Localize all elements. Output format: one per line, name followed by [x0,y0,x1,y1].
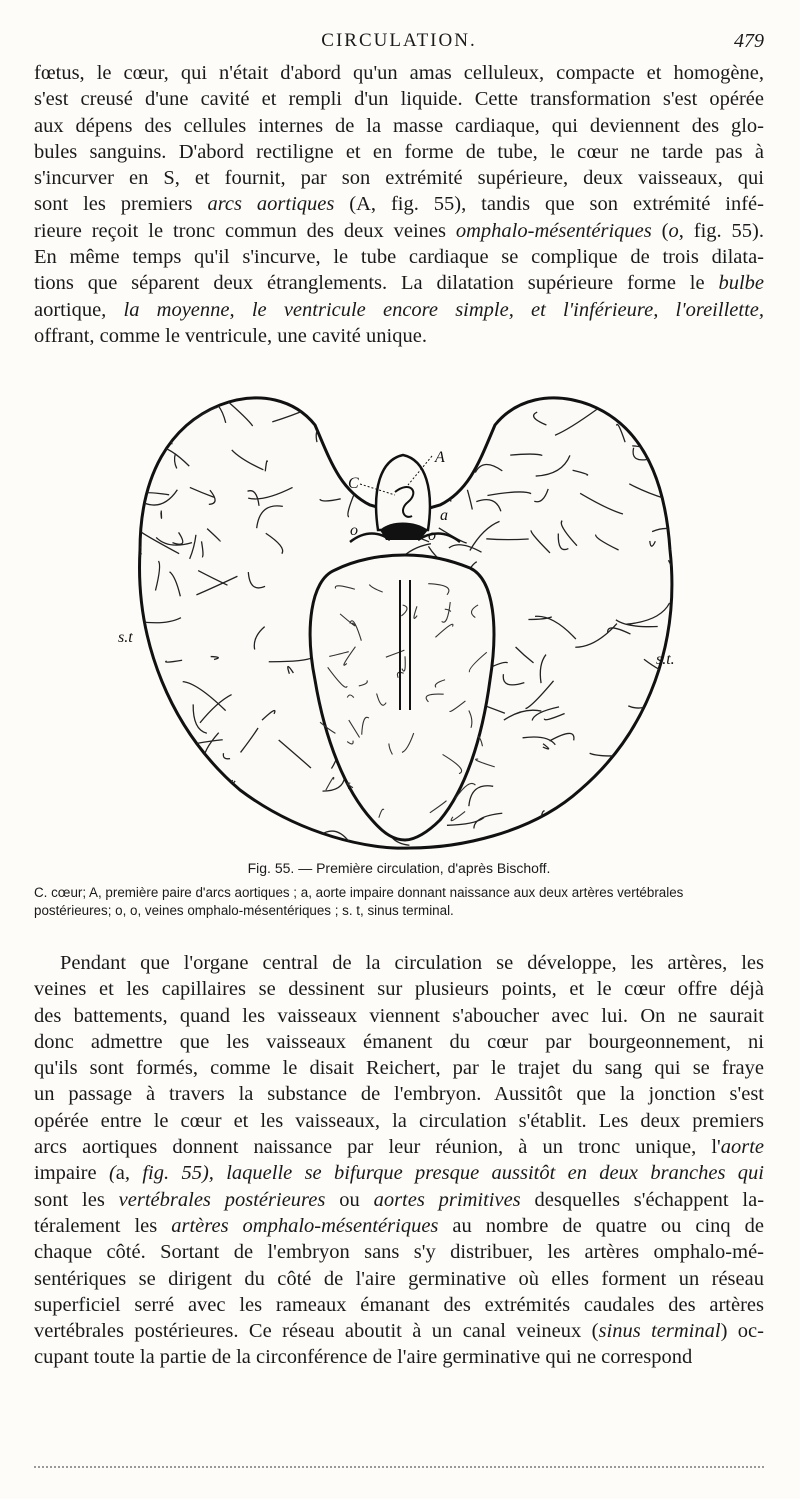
running-header [34,30,764,58]
label-A: A [435,449,445,466]
label-st-left: s.t [118,629,133,646]
capillary-vessel [380,454,385,465]
text-line [34,191,764,217]
text-run: chaque côté. Sortant de l'embryon sans s'y distribuer, les artères omphalo-mé- [34,1241,764,1264]
text-run: qu'ils sont formés, comme le disait Reichert, par le trajet du sang qui se fraye [34,1057,764,1080]
capillary-vessel [442,465,473,477]
text-run: opérée entre le cœur et les vaisseaux, la circulation s'établit. Les deux premiers [34,1109,764,1132]
italic-term: arcs aortiques [207,193,335,216]
text-line [34,1108,764,1134]
label-st-right: s.t. [656,651,675,668]
label-o-right: o [428,527,436,544]
capillary-vessel [110,545,141,549]
text-line [34,1003,764,1029]
text-line [34,60,764,86]
text-line [34,1134,764,1160]
footer-rule [34,1466,764,1468]
capillary-vessel [150,812,174,835]
text-run: Pendant que l'organe central de la circulation se développe, les artères, les [60,952,764,974]
capillary-vessel [175,404,182,424]
italic-term: , la moyenne, le ventricule encore simple, et l'inférieure, l'oreillette, [101,298,764,321]
text-run: En même temps qu'il s'incurve, le tube cardiaque se complique de trois dilata- [34,246,764,269]
text-line [34,297,764,323]
italic-term: aorte [720,1136,764,1159]
capillary-vessel [196,799,212,802]
text-line [34,1187,764,1213]
label-o-left: o [350,522,358,539]
text-line [34,1081,764,1107]
figure-55 [110,380,700,850]
text-line [34,1266,764,1292]
italic-term: o [668,219,679,242]
text-line [34,1318,764,1344]
text-line [34,218,764,244]
capillary-vessel [113,654,146,669]
italic-term: , fig. 55), laquelle se bifurque presque aussitôt en deux branches qui [124,1162,764,1185]
text-run: ou [325,1188,374,1211]
capillary-vessel [173,785,182,792]
text-run: au nombre de quatre ou cinq de [438,1214,764,1237]
italic-term: omphalo-mésentériques [455,219,652,242]
text-line [34,976,764,1002]
text-run: veines et les capillaires se dessinent sur plusieurs points, et le cœur offre déjà [34,978,764,1001]
text-run: sont les premiers [34,193,208,216]
capillary-vessel [665,406,694,432]
text-line [34,244,764,270]
text-run: aux dépens des cellules internes de la masse cardiaque, qui deviennent des glo- [34,114,764,137]
running-title: CIRCULATION. [321,30,477,51]
capillary-vessel [599,826,636,841]
capillary-vessel [186,810,220,829]
capillary-vessel [563,807,568,836]
text-run: s'est creusé d'une cavité et rempli d'un liquide. Cette transformation s'est opérée [34,88,764,111]
italic-term: vertébrales postérieures [118,1188,326,1211]
text-run: téralement les [34,1214,172,1237]
italic-term: sinus terminal [598,1320,721,1343]
text-run: arcs aortiques donnent naissance par leur réunion, à un tronc unique, l' [34,1136,721,1159]
text-run: sont les [34,1188,119,1211]
text-line [34,323,764,349]
capillary-vessel [583,819,592,824]
capillary-vessel [130,735,135,751]
text-run: bules sanguins. D'abord rectiligne et en forme de tube, le cœur ne tarde pas à [34,140,764,163]
figure-legend: C. cœur; A, première paire d'arcs aortiques ; a, aorte impaire donnant naissance aux deux artères vertébrales postérieures; o, o, veines omphalo-mésentériques ; s. t, sinus terminal. [34,885,684,918]
italic-term: aortes primitives [373,1188,521,1211]
text-run: a [115,1162,125,1185]
capillary-vessel [143,417,172,444]
text-run: impaire [34,1162,97,1185]
capillary-vessel [638,778,662,797]
capillary-vessel [132,820,143,836]
text-line [34,1029,764,1055]
text-line [34,950,764,976]
capillary-vessel [365,399,395,419]
text-run: cupant toute la partie de la circonférence de l'aire germinative qui ne correspond [34,1346,693,1369]
text-run: fœtus, le cœur, qui n'était d'abord qu'un amas celluleux, compacte et homogène, [34,62,764,84]
text-line [34,113,764,139]
capillary-vessel [158,402,188,418]
label-a: a [440,507,448,524]
capillary-vessel [372,429,415,433]
capillary-vessel [607,822,618,849]
italic-term: artères omphalo-mésentériques [171,1214,439,1237]
text-run: ) oc- [720,1320,764,1343]
text-line [34,1239,764,1265]
capillary-vessel [636,385,653,399]
capillary-vessel [465,410,474,433]
capillary-vessel [147,414,175,426]
text-line [34,1160,764,1186]
paragraph-2 [34,950,764,1371]
capillary-vessel [133,747,141,761]
capillary-vessel [161,511,162,519]
text-run: un passage à travers la substance de l'embryon. Aussitôt que la jonction s'est [34,1083,764,1106]
text-line [34,1344,764,1370]
capillary-vessel [121,477,140,507]
text-run: rieure reçoit le tronc commun des deux veines [34,219,456,242]
text-run: desquelles s'échappent la- [520,1188,765,1211]
text-run: tions que séparent deux étranglements. La dilatation supérieure forme le [34,272,719,295]
text-run: des battements, quand les vaisseaux viennent s'aboucher avec lui. On ne saurait [34,1004,764,1027]
label-C: C [348,475,359,492]
capillary-vessel [323,404,330,433]
text-run: , fig. 55). [678,219,764,242]
text-run: superficiel serré avec les rameaux émanant des extrémités caudales des artères [34,1293,764,1316]
embryo-circulation-illustration [110,380,700,850]
capillary-vessel [126,584,130,614]
text-run: donc admettre que les vaisseaux émanent du cœur par bourgeonnement, ni [34,1030,764,1053]
italic-term: ( [96,1162,116,1185]
capillary-vessel [161,779,186,788]
paragraph-1 [34,60,764,349]
text-run: s'incurver en S, et fournit, par son extrémité supérieure, deux vaisseaux, qui [34,167,764,190]
text-run: offrant, comme le ventricule, une cavité unique. [34,324,427,347]
text-run: aortique [34,298,102,321]
italic-term: bulbe [718,272,764,295]
text-run: (A, fig. 55), tandis que son extrémité infé- [334,193,764,216]
capillary-vessel [433,406,453,425]
text-line [34,165,764,191]
page-number: 479 [734,30,764,52]
text-run: vertébrales postérieures. Ce réseau aboutit à un canal veineux ( [34,1320,599,1343]
capillary-vessel [164,724,184,750]
figure-caption: Fig. 55. — Première circulation, d'après Bischoff. [247,860,551,876]
capillary-vessel [337,430,378,436]
text-line [34,86,764,112]
text-line [34,1292,764,1318]
capillary-vessel [381,416,401,419]
text-line [34,1055,764,1081]
text-line [34,270,764,296]
capillary-vessel [661,738,700,754]
text-run: ( [651,219,669,242]
text-line [34,1213,764,1239]
text-run: sentériques se dirigent du côté de l'aire germinative où elles forment un réseau [34,1267,764,1290]
text-line [34,139,764,165]
